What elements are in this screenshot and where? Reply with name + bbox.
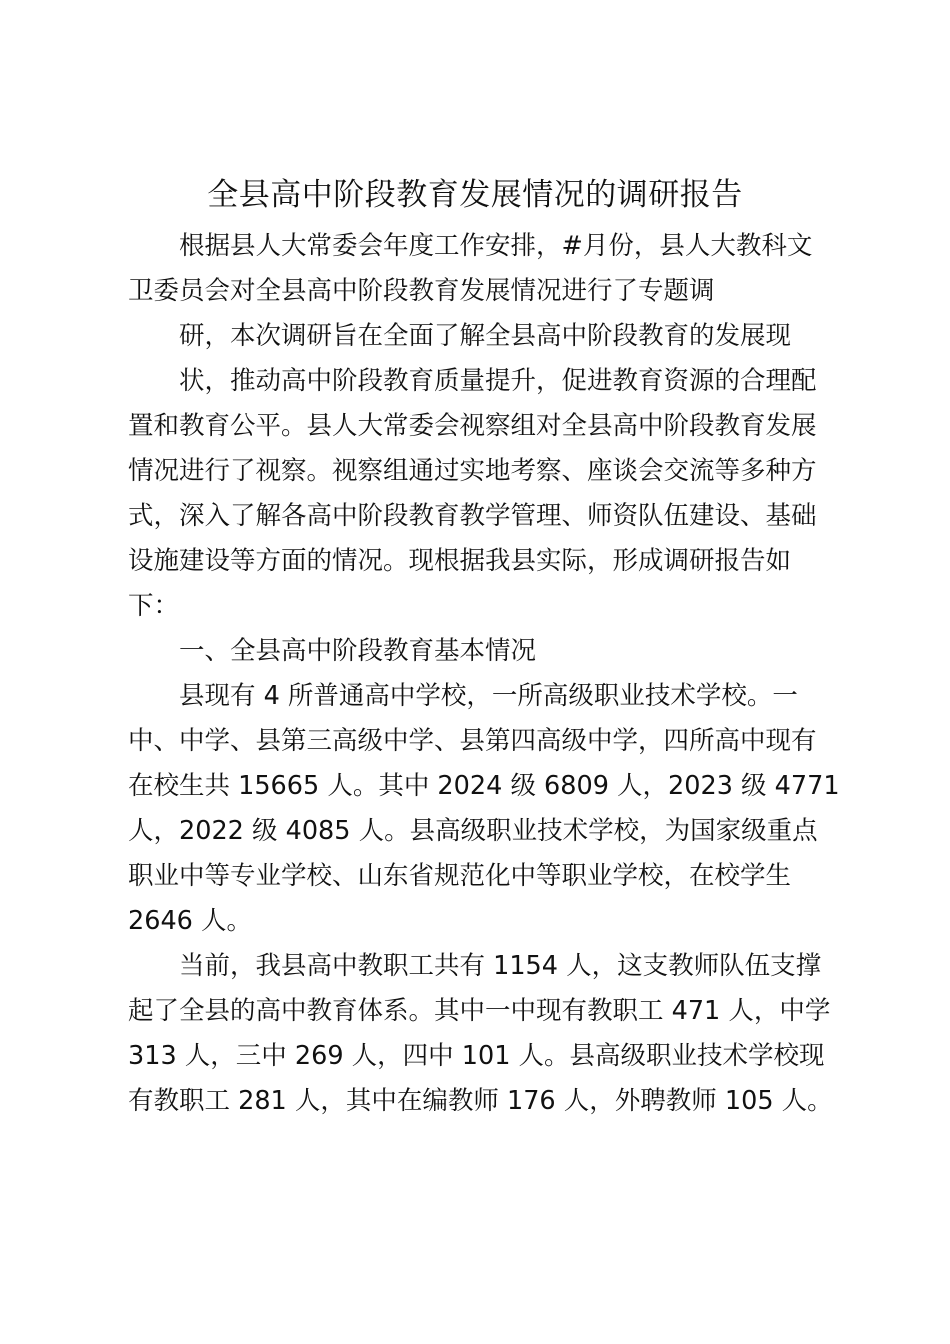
text-line: 设施建设等方面的情况。现根据我县实际，形成调研报告如 <box>128 546 792 576</box>
text-line: 式，深入了解各高中阶段教育教学管理、师资队伍建设、基础 <box>128 501 817 531</box>
text-line: 下： <box>128 591 180 621</box>
document-body <box>128 224 828 314</box>
text-line: 2646 人。 <box>128 906 253 936</box>
text-line: 在校生共 15665 人。其中 2024 级 6809 人，2023 级 4771 <box>128 771 840 801</box>
text-line: 人，2022 级 4085 人。县高级职业技术学校，为国家级重点 <box>128 816 818 846</box>
text-line: 根据县人大常委会年度工作安排，#月份，县人大教科文 <box>179 231 813 261</box>
text-line: 当前，我县高中教职工共有 1154 人，这支教师队伍支撑 <box>179 951 822 981</box>
section-heading: 一、全县高中阶段教育基本情况 <box>179 636 537 666</box>
text-line: 置和教育公平。县人大常委会视察组对全县高中阶段教育发展 <box>128 411 817 441</box>
text-line: 职业中等专业学校、山东省规范化中等职业学校，在校学生 <box>128 861 792 891</box>
text-line: 状，推动高中阶段教育质量提升，促进教育资源的合理配 <box>179 366 817 396</box>
text-line: 研，本次调研旨在全面了解全县高中阶段教育的发展现 <box>179 321 792 351</box>
text-line: 中、中学、县第三高级中学、县第四高级中学，四所高中现有 <box>128 726 817 756</box>
document-title: 全县高中阶段教育发展情况的调研报告 <box>207 177 743 213</box>
text-line: 县现有 4 所普通高中学校，一所高级职业技术学校。一 <box>179 681 798 711</box>
document-body <box>128 314 840 1124</box>
text-line: 起了全县的高中教育体系。其中一中现有教职工 471 人，中学 <box>128 996 831 1026</box>
text-line: 313 人，三中 269 人，四中 101 人。县高级职业技术学校现 <box>128 1041 825 1071</box>
text-line: 卫委员会对全县高中阶段教育发展情况进行了专题调 <box>128 276 715 306</box>
text-line: 情况进行了视察。视察组通过实地考察、座谈会交流等多种方 <box>128 456 817 486</box>
text-line: 有教职工 281 人，其中在编教师 176 人，外聘教师 105 人。 <box>128 1086 833 1116</box>
